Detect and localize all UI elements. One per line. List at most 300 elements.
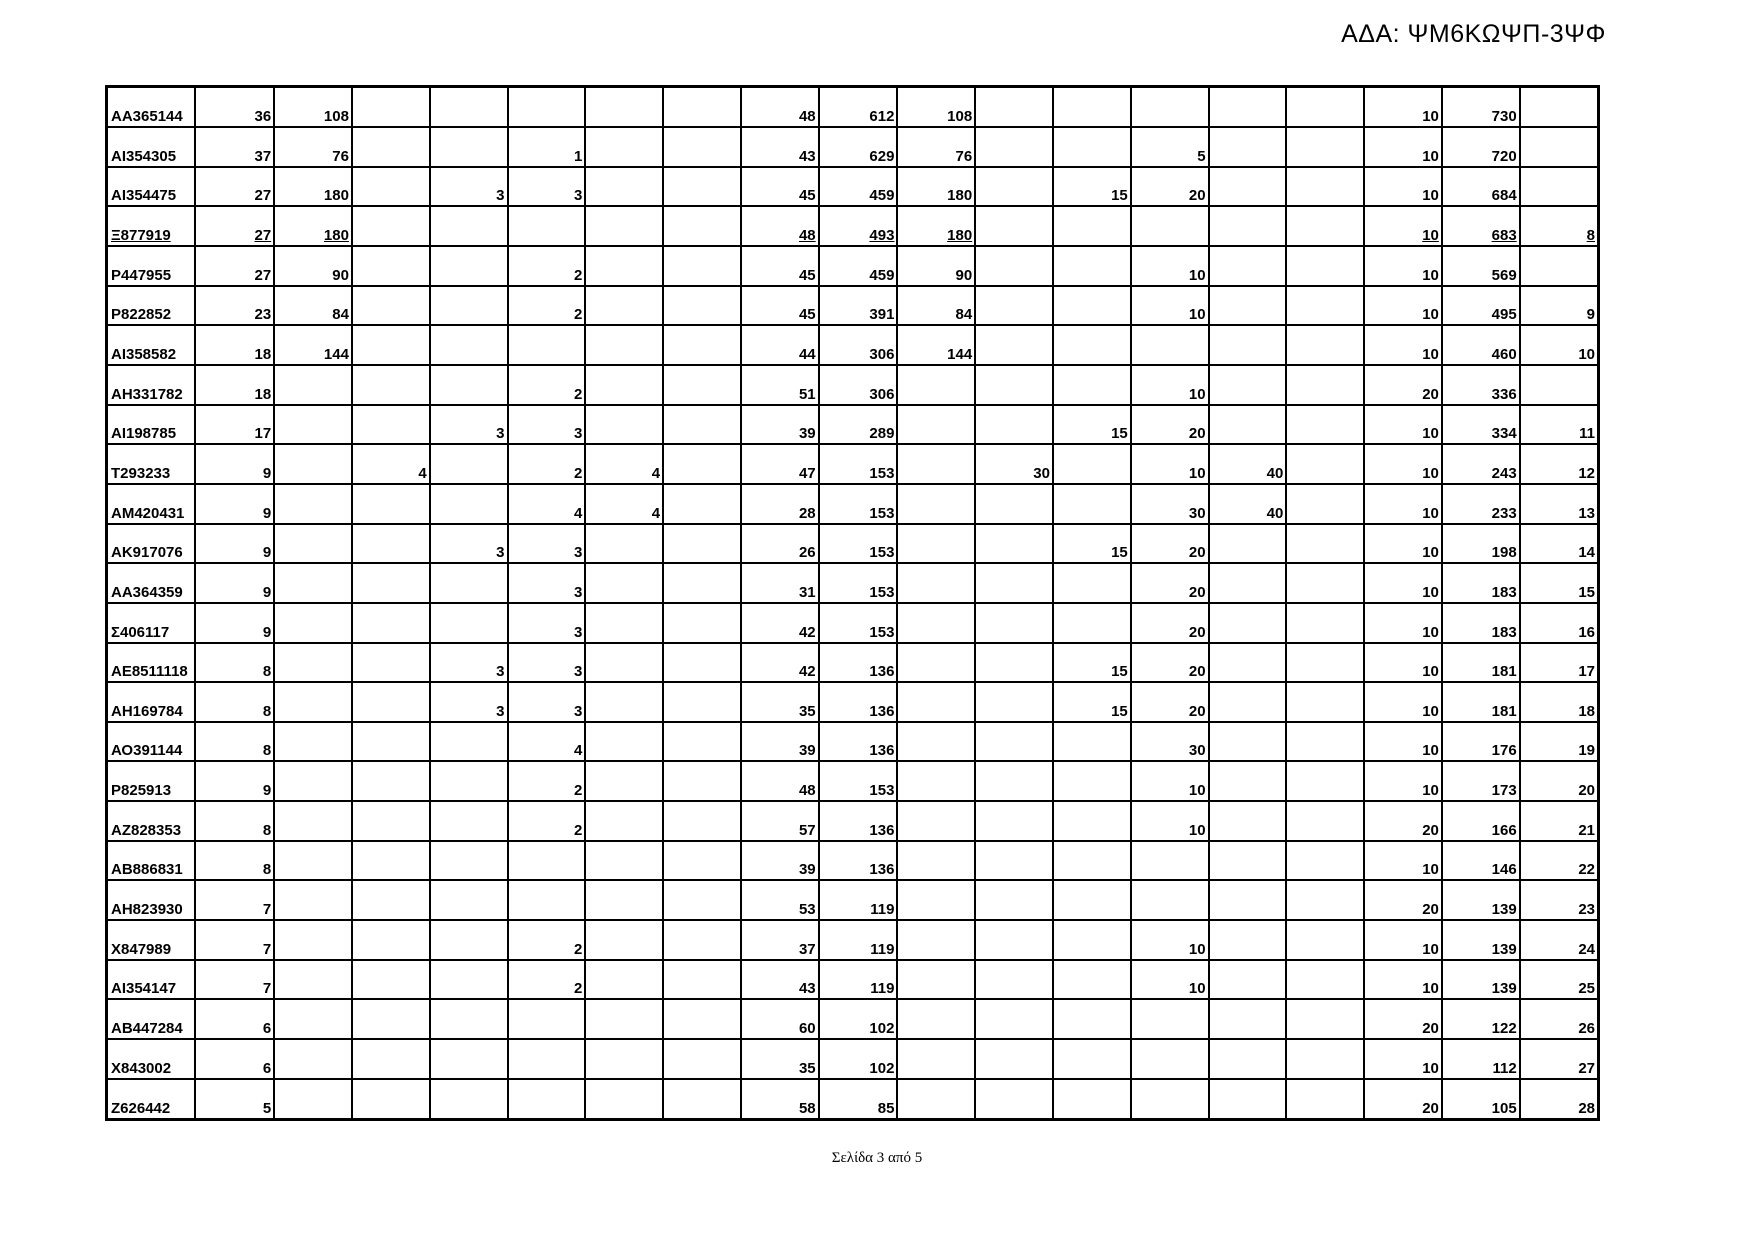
table-cell: 629 bbox=[819, 127, 898, 167]
table-cell: 495 bbox=[1442, 286, 1520, 326]
table-cell bbox=[1209, 761, 1287, 801]
table-cell: 10 bbox=[1364, 563, 1442, 603]
table-cell: 176 bbox=[1442, 722, 1520, 762]
table-cell bbox=[352, 841, 430, 881]
table-cell bbox=[897, 920, 975, 960]
applicant-id-cell: Χ843002 bbox=[107, 1039, 196, 1079]
table-cell bbox=[1286, 87, 1364, 128]
table-cell bbox=[897, 841, 975, 881]
applicant-id-cell: Ρ447955 bbox=[107, 246, 196, 286]
table-cell bbox=[352, 722, 430, 762]
table-cell bbox=[352, 524, 430, 564]
applicant-id-cell: ΑΕ8511118 bbox=[107, 643, 196, 683]
table-cell bbox=[897, 682, 975, 722]
table-cell bbox=[585, 365, 663, 405]
table-cell: 10 bbox=[1364, 286, 1442, 326]
table-row bbox=[107, 761, 1599, 801]
table-cell bbox=[508, 841, 586, 881]
table-cell bbox=[897, 880, 975, 920]
table-cell bbox=[1286, 999, 1364, 1039]
table-cell: 27 bbox=[195, 167, 274, 207]
table-cell bbox=[1053, 801, 1131, 841]
table-cell: 153 bbox=[819, 761, 898, 801]
table-cell bbox=[975, 960, 1053, 1000]
table-cell: 2 bbox=[508, 960, 586, 1000]
table-cell bbox=[1209, 920, 1287, 960]
table-cell bbox=[1053, 722, 1131, 762]
table-cell bbox=[663, 761, 741, 801]
table-cell: 30 bbox=[1131, 722, 1209, 762]
table-cell: 30 bbox=[975, 444, 1053, 484]
table-row bbox=[107, 206, 1599, 246]
table-cell bbox=[1053, 920, 1131, 960]
table-cell bbox=[1131, 880, 1209, 920]
table-cell bbox=[1053, 603, 1131, 643]
applicant-id-cell: ΑΑ365144 bbox=[107, 87, 196, 128]
table-cell bbox=[352, 365, 430, 405]
table-row bbox=[107, 880, 1599, 920]
table-cell: 136 bbox=[819, 801, 898, 841]
table-cell bbox=[1209, 206, 1287, 246]
table-cell: 42 bbox=[741, 603, 819, 643]
table-cell: 10 bbox=[1131, 286, 1209, 326]
table-cell: 47 bbox=[741, 444, 819, 484]
table-cell: 10 bbox=[1131, 801, 1209, 841]
table-cell bbox=[663, 603, 741, 643]
table-cell: 4 bbox=[508, 722, 586, 762]
table-cell bbox=[585, 325, 663, 365]
table-cell: 10 bbox=[1364, 841, 1442, 881]
table-cell bbox=[352, 87, 430, 128]
table-cell bbox=[1131, 841, 1209, 881]
table-cell bbox=[585, 880, 663, 920]
table-cell bbox=[508, 325, 586, 365]
applicant-id-cell: ΑΙ354147 bbox=[107, 960, 196, 1000]
table-cell bbox=[274, 1039, 352, 1079]
table-cell: 35 bbox=[741, 682, 819, 722]
table-cell: 15 bbox=[1053, 405, 1131, 445]
table-cell bbox=[663, 484, 741, 524]
table-row bbox=[107, 643, 1599, 683]
table-cell: 45 bbox=[741, 167, 819, 207]
table-row bbox=[107, 246, 1599, 286]
table-cell bbox=[430, 246, 508, 286]
table-cell bbox=[1131, 87, 1209, 128]
table-row bbox=[107, 999, 1599, 1039]
table-cell bbox=[897, 643, 975, 683]
table-cell: 57 bbox=[741, 801, 819, 841]
table-cell bbox=[663, 167, 741, 207]
table-cell: 10 bbox=[1364, 524, 1442, 564]
ada-code: ΑΔΑ: ΨΜ6ΚΩΨΠ-3ΨΦ bbox=[1341, 20, 1606, 48]
table-cell bbox=[663, 444, 741, 484]
table-cell: 23 bbox=[195, 286, 274, 326]
table-row bbox=[107, 722, 1599, 762]
table-cell: 2 bbox=[508, 365, 586, 405]
table-cell: 2 bbox=[508, 761, 586, 801]
table-cell: 181 bbox=[1442, 643, 1520, 683]
table-cell bbox=[897, 1079, 975, 1120]
table-cell: 39 bbox=[741, 841, 819, 881]
table-cell: 90 bbox=[274, 246, 352, 286]
table-cell bbox=[274, 643, 352, 683]
table-cell bbox=[975, 167, 1053, 207]
table-cell: 10 bbox=[1364, 444, 1442, 484]
table-cell bbox=[1053, 999, 1131, 1039]
table-cell bbox=[508, 880, 586, 920]
table-cell: 153 bbox=[819, 563, 898, 603]
table-cell bbox=[975, 643, 1053, 683]
table-cell: 10 bbox=[1364, 484, 1442, 524]
table-cell bbox=[274, 920, 352, 960]
applicant-id-cell: ΑΑ364359 bbox=[107, 563, 196, 603]
table-cell: 153 bbox=[819, 524, 898, 564]
table-cell: 9 bbox=[195, 563, 274, 603]
table-cell: 51 bbox=[741, 365, 819, 405]
table-cell bbox=[430, 1039, 508, 1079]
table-cell bbox=[897, 761, 975, 801]
table-cell bbox=[352, 405, 430, 445]
table-cell bbox=[897, 405, 975, 445]
table-cell bbox=[585, 960, 663, 1000]
table-cell: 10 bbox=[1364, 87, 1442, 128]
table-cell: 36 bbox=[195, 87, 274, 128]
table-cell bbox=[430, 325, 508, 365]
table-cell bbox=[1131, 325, 1209, 365]
table-cell: 306 bbox=[819, 365, 898, 405]
table-row bbox=[107, 127, 1599, 167]
table-cell bbox=[975, 484, 1053, 524]
table-cell bbox=[1053, 325, 1131, 365]
table-cell bbox=[897, 603, 975, 643]
table-cell: 181 bbox=[1442, 682, 1520, 722]
table-cell: 10 bbox=[1364, 246, 1442, 286]
table-cell: 146 bbox=[1442, 841, 1520, 881]
table-cell bbox=[1209, 524, 1287, 564]
table-cell bbox=[274, 722, 352, 762]
table-cell: 10 bbox=[1364, 1039, 1442, 1079]
table-cell: 39 bbox=[741, 405, 819, 445]
table-cell: 20 bbox=[1131, 603, 1209, 643]
table-cell: 60 bbox=[741, 999, 819, 1039]
table-cell bbox=[430, 841, 508, 881]
table-cell bbox=[1209, 325, 1287, 365]
table-cell bbox=[1053, 880, 1131, 920]
table-cell: 40 bbox=[1209, 444, 1287, 484]
table-cell bbox=[663, 722, 741, 762]
table-cell bbox=[274, 1079, 352, 1120]
table-cell bbox=[508, 999, 586, 1039]
table-row bbox=[107, 87, 1599, 128]
table-cell: 3 bbox=[430, 167, 508, 207]
applicant-id-cell: ΑΗ331782 bbox=[107, 365, 196, 405]
table-cell: 119 bbox=[819, 960, 898, 1000]
table-cell: 183 bbox=[1442, 603, 1520, 643]
table-cell bbox=[663, 206, 741, 246]
table-cell bbox=[663, 405, 741, 445]
table-cell: 139 bbox=[1442, 960, 1520, 1000]
table-cell: 10 bbox=[1364, 643, 1442, 683]
table-cell: 15 bbox=[1053, 524, 1131, 564]
table-cell bbox=[975, 920, 1053, 960]
table-cell bbox=[274, 444, 352, 484]
table-cell bbox=[663, 127, 741, 167]
table-cell bbox=[585, 603, 663, 643]
table-cell bbox=[975, 682, 1053, 722]
table-cell bbox=[585, 722, 663, 762]
table-cell: 3 bbox=[508, 603, 586, 643]
table-cell bbox=[975, 325, 1053, 365]
table-cell bbox=[1053, 444, 1131, 484]
table-cell bbox=[274, 405, 352, 445]
applicant-id-cell: ΑΗ823930 bbox=[107, 880, 196, 920]
table-cell bbox=[430, 880, 508, 920]
table-cell bbox=[430, 1079, 508, 1120]
table-cell bbox=[975, 563, 1053, 603]
table-cell bbox=[1286, 127, 1364, 167]
table-cell: 2 bbox=[508, 246, 586, 286]
table-cell: 306 bbox=[819, 325, 898, 365]
applicant-id-cell: ΑΙ358582 bbox=[107, 325, 196, 365]
table-cell: 10 bbox=[1364, 682, 1442, 722]
table-cell: 43 bbox=[741, 127, 819, 167]
table-cell: 459 bbox=[819, 246, 898, 286]
table-cell bbox=[663, 920, 741, 960]
table-cell: 10 bbox=[1364, 722, 1442, 762]
table-cell: 31 bbox=[741, 563, 819, 603]
table-cell bbox=[897, 801, 975, 841]
table-cell: 20 bbox=[1520, 761, 1599, 801]
table-cell bbox=[1053, 286, 1131, 326]
table-cell bbox=[1209, 365, 1287, 405]
table-cell: 166 bbox=[1442, 801, 1520, 841]
table-cell: 48 bbox=[741, 206, 819, 246]
table-cell bbox=[1209, 682, 1287, 722]
table-cell: 243 bbox=[1442, 444, 1520, 484]
table-cell bbox=[1286, 1079, 1364, 1120]
table-cell bbox=[430, 960, 508, 1000]
table-cell: 9 bbox=[195, 524, 274, 564]
table-cell bbox=[897, 722, 975, 762]
table-cell: 20 bbox=[1131, 563, 1209, 603]
applicant-id-cell: Ξ877919 bbox=[107, 206, 196, 246]
table-cell: 119 bbox=[819, 880, 898, 920]
table-cell bbox=[1131, 206, 1209, 246]
table-cell: 153 bbox=[819, 444, 898, 484]
table-cell: 8 bbox=[195, 643, 274, 683]
table-cell: 4 bbox=[585, 484, 663, 524]
table-cell: 20 bbox=[1364, 880, 1442, 920]
table-cell: 12 bbox=[1520, 444, 1599, 484]
table-row bbox=[107, 444, 1599, 484]
table-cell bbox=[1209, 127, 1287, 167]
table-cell bbox=[430, 444, 508, 484]
table-cell: 136 bbox=[819, 682, 898, 722]
table-cell: 23 bbox=[1520, 880, 1599, 920]
table-cell: 122 bbox=[1442, 999, 1520, 1039]
table-cell bbox=[352, 206, 430, 246]
table-cell bbox=[352, 603, 430, 643]
table-cell bbox=[352, 801, 430, 841]
table-cell: 18 bbox=[195, 365, 274, 405]
applicant-id-cell: ΑΜ420431 bbox=[107, 484, 196, 524]
table-cell: 336 bbox=[1442, 365, 1520, 405]
table-cell: 10 bbox=[1131, 960, 1209, 1000]
table-cell bbox=[975, 246, 1053, 286]
table-cell: 183 bbox=[1442, 563, 1520, 603]
table-cell: 136 bbox=[819, 722, 898, 762]
table-cell: 53 bbox=[741, 880, 819, 920]
table-body bbox=[107, 87, 1599, 1120]
table-cell bbox=[1209, 960, 1287, 1000]
table-cell bbox=[975, 603, 1053, 643]
table-cell bbox=[663, 1079, 741, 1120]
table-cell bbox=[352, 1039, 430, 1079]
table-cell bbox=[663, 841, 741, 881]
table-cell bbox=[1209, 880, 1287, 920]
table-cell bbox=[430, 563, 508, 603]
table-cell bbox=[1286, 405, 1364, 445]
table-cell: 2 bbox=[508, 286, 586, 326]
table-cell bbox=[663, 880, 741, 920]
table-cell bbox=[585, 563, 663, 603]
table-cell bbox=[663, 365, 741, 405]
table-cell: 26 bbox=[1520, 999, 1599, 1039]
table-cell: 6 bbox=[195, 1039, 274, 1079]
table-cell bbox=[274, 563, 352, 603]
table-cell: 102 bbox=[819, 999, 898, 1039]
table-row bbox=[107, 603, 1599, 643]
table-cell: 28 bbox=[741, 484, 819, 524]
applicant-id-cell: ΑΒ447284 bbox=[107, 999, 196, 1039]
table-cell: 10 bbox=[1364, 603, 1442, 643]
table-cell bbox=[585, 246, 663, 286]
table-cell bbox=[1286, 920, 1364, 960]
table-cell: 108 bbox=[897, 87, 975, 128]
table-cell: 569 bbox=[1442, 246, 1520, 286]
table-cell bbox=[663, 960, 741, 1000]
table-cell bbox=[975, 405, 1053, 445]
table-cell bbox=[897, 999, 975, 1039]
table-row bbox=[107, 286, 1599, 326]
table-cell bbox=[352, 167, 430, 207]
table-cell: 7 bbox=[195, 920, 274, 960]
table-cell: 17 bbox=[195, 405, 274, 445]
applicant-id-cell: ΑΖ828353 bbox=[107, 801, 196, 841]
table-cell bbox=[1053, 127, 1131, 167]
table-cell bbox=[1053, 206, 1131, 246]
table-cell bbox=[897, 444, 975, 484]
table-cell bbox=[585, 127, 663, 167]
table-cell bbox=[1286, 246, 1364, 286]
table-cell bbox=[1053, 87, 1131, 128]
table-cell: 8 bbox=[195, 722, 274, 762]
table-cell bbox=[1209, 801, 1287, 841]
table-cell bbox=[430, 484, 508, 524]
table-cell bbox=[274, 603, 352, 643]
table-cell: 3 bbox=[430, 405, 508, 445]
table-cell: 40 bbox=[1209, 484, 1287, 524]
table-cell: 144 bbox=[274, 325, 352, 365]
table-cell: 10 bbox=[1364, 167, 1442, 207]
table-cell bbox=[663, 87, 741, 128]
table-cell bbox=[585, 405, 663, 445]
table-cell: 84 bbox=[274, 286, 352, 326]
table-cell bbox=[352, 999, 430, 1039]
table-cell bbox=[1520, 127, 1599, 167]
table-cell: 30 bbox=[1131, 484, 1209, 524]
table-cell: 2 bbox=[508, 801, 586, 841]
table-cell bbox=[430, 87, 508, 128]
table-cell bbox=[585, 682, 663, 722]
table-cell bbox=[1053, 761, 1131, 801]
table-cell bbox=[1286, 841, 1364, 881]
table-cell: 9 bbox=[195, 761, 274, 801]
table-cell: 9 bbox=[195, 603, 274, 643]
table-cell: 9 bbox=[1520, 286, 1599, 326]
table-cell bbox=[274, 761, 352, 801]
table-cell bbox=[1053, 1079, 1131, 1120]
table-cell: 180 bbox=[897, 167, 975, 207]
table-cell: 112 bbox=[1442, 1039, 1520, 1079]
table-cell bbox=[663, 643, 741, 683]
table-cell: 720 bbox=[1442, 127, 1520, 167]
table-cell bbox=[1520, 167, 1599, 207]
table-cell bbox=[352, 960, 430, 1000]
table-cell bbox=[1209, 286, 1287, 326]
table-cell bbox=[1131, 1079, 1209, 1120]
applicant-id-cell: Ρ825913 bbox=[107, 761, 196, 801]
table-cell bbox=[352, 484, 430, 524]
applicant-id-cell: Ρ822852 bbox=[107, 286, 196, 326]
table-cell: 3 bbox=[508, 167, 586, 207]
table-cell bbox=[585, 87, 663, 128]
table-cell bbox=[663, 524, 741, 564]
table-cell: 21 bbox=[1520, 801, 1599, 841]
table-cell: 119 bbox=[819, 920, 898, 960]
table-cell bbox=[975, 722, 1053, 762]
table-cell: 15 bbox=[1053, 643, 1131, 683]
table-cell: 3 bbox=[430, 643, 508, 683]
ranking-table bbox=[105, 85, 1600, 1121]
table-cell: 10 bbox=[1364, 127, 1442, 167]
table-cell: 1 bbox=[508, 127, 586, 167]
table-cell bbox=[274, 880, 352, 920]
table-cell: 20 bbox=[1131, 167, 1209, 207]
table-cell: 18 bbox=[195, 325, 274, 365]
table-cell: 76 bbox=[274, 127, 352, 167]
table-cell bbox=[897, 365, 975, 405]
table-cell bbox=[430, 603, 508, 643]
table-cell bbox=[585, 841, 663, 881]
table-cell: 108 bbox=[274, 87, 352, 128]
table-row bbox=[107, 1039, 1599, 1079]
applicant-id-cell: ΑΙ198785 bbox=[107, 405, 196, 445]
table-cell bbox=[352, 246, 430, 286]
page-number: Σελίδα 3 από 5 bbox=[831, 1150, 923, 1166]
table-cell: 10 bbox=[1364, 761, 1442, 801]
table-cell bbox=[352, 682, 430, 722]
table-cell: 20 bbox=[1131, 643, 1209, 683]
applicant-id-cell: ΑΟ391144 bbox=[107, 722, 196, 762]
table-cell: 43 bbox=[741, 960, 819, 1000]
table-cell bbox=[1286, 682, 1364, 722]
table-cell: 10 bbox=[1131, 365, 1209, 405]
table-cell bbox=[975, 1079, 1053, 1120]
table-cell bbox=[1209, 563, 1287, 603]
table-cell bbox=[1209, 405, 1287, 445]
table-cell bbox=[274, 484, 352, 524]
